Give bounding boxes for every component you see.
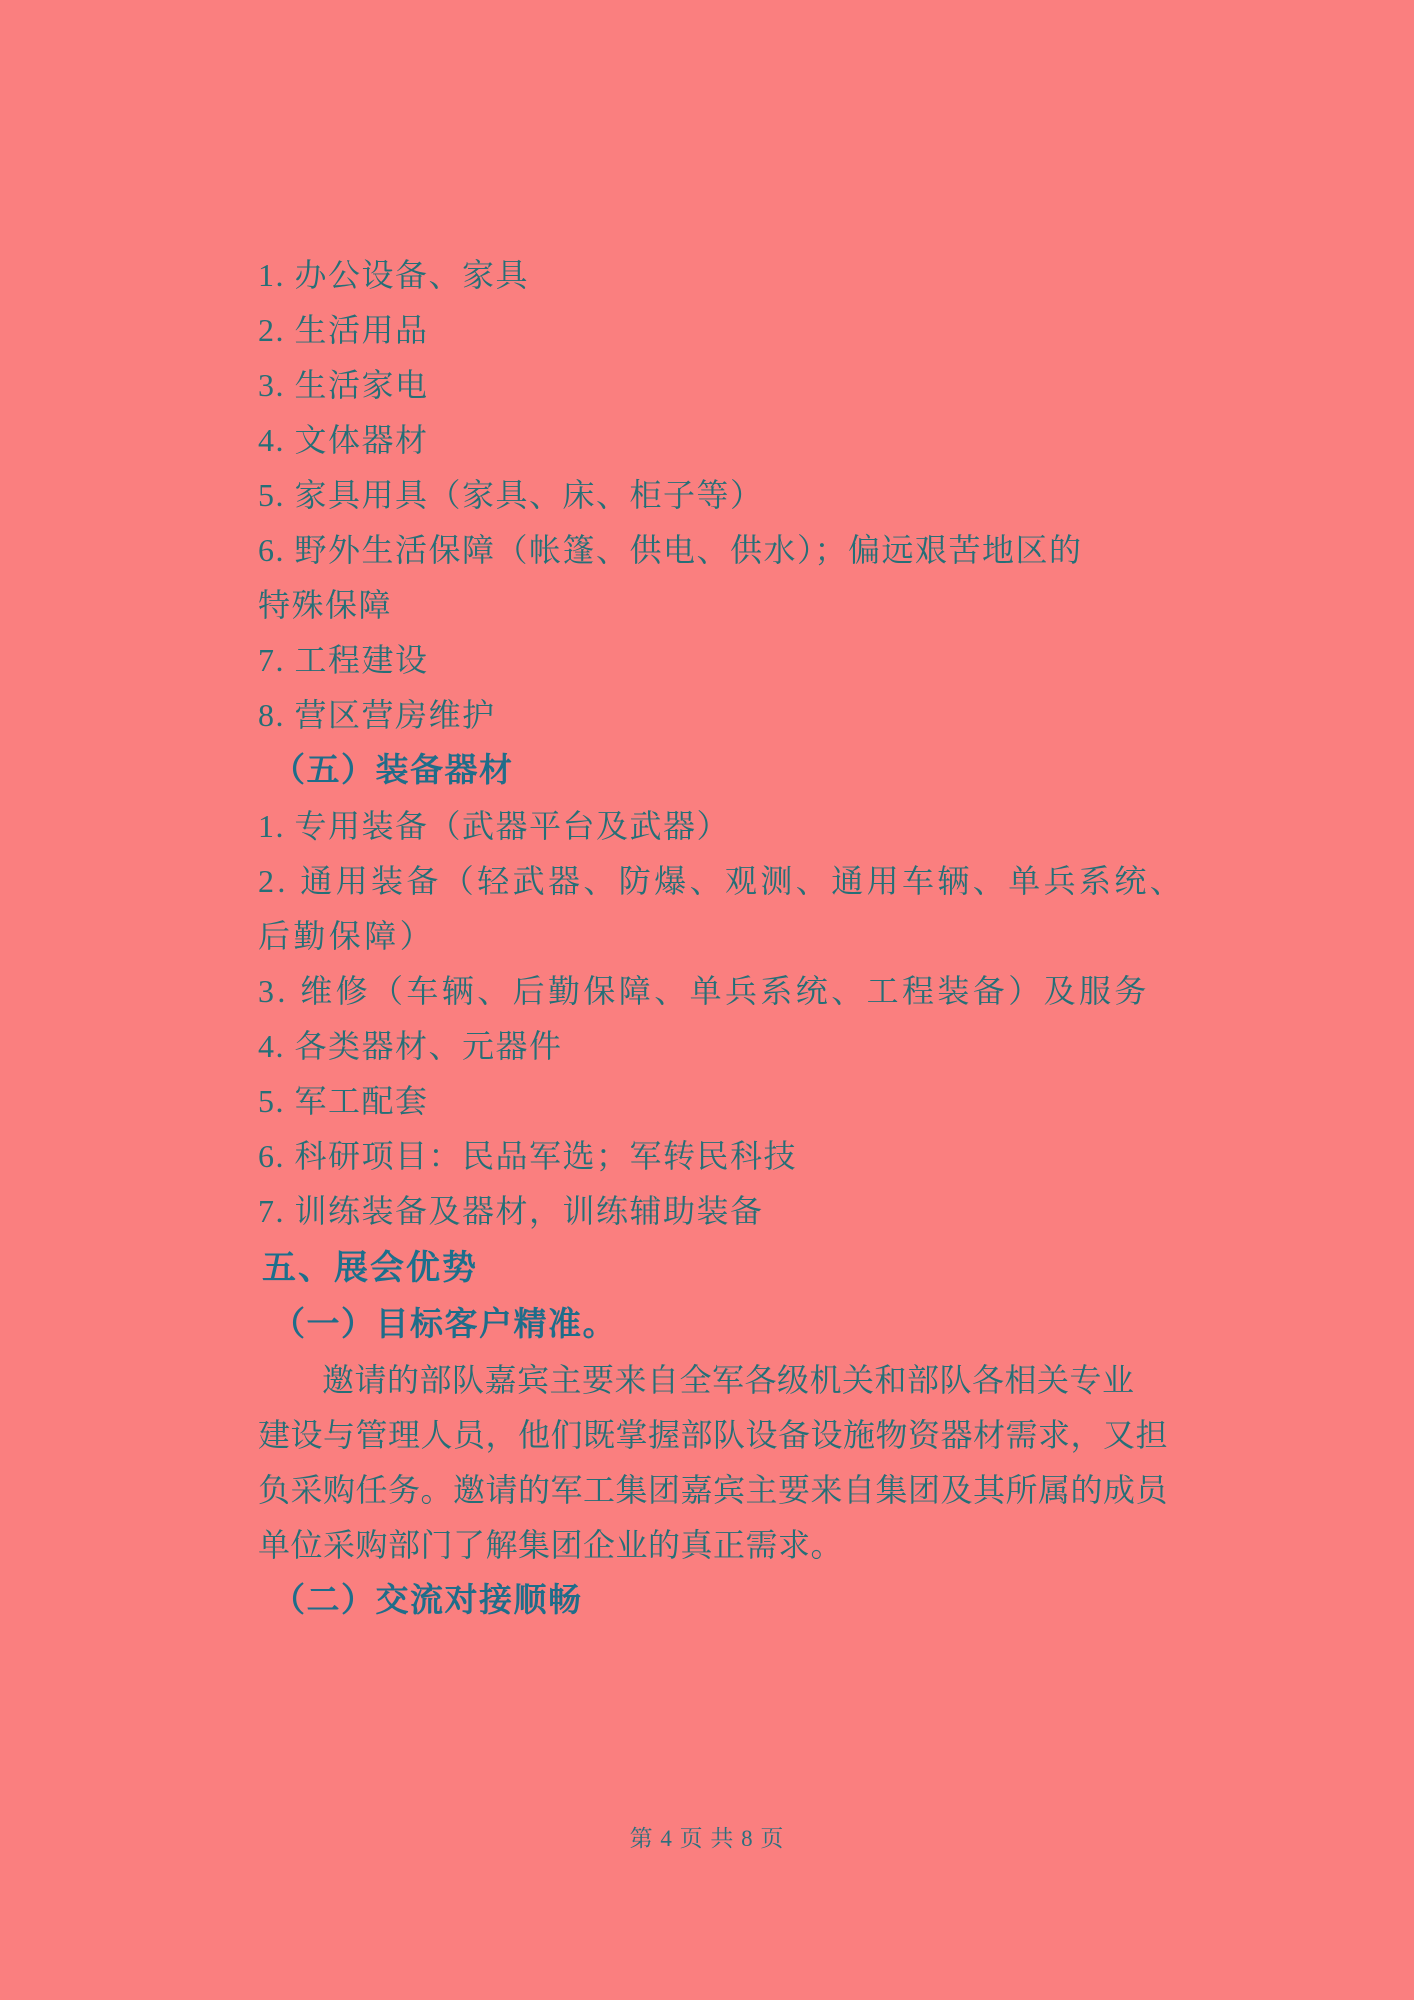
section-heading: 五、展会优势 xyxy=(262,1249,478,1287)
list-item: 4. 文体器材 xyxy=(258,422,429,458)
list-item: 3. 维修（车辆、后勤保障、单兵系统、工程装备）及服务 xyxy=(258,973,1150,1009)
list-item: 5. 家具用具（家具、床、柜子等） xyxy=(258,477,764,513)
paragraph-line: 建设与管理人员，他们既掌握部队设备设施物资器材需求，又担 xyxy=(258,1417,1169,1453)
list-item: 7. 工程建设 xyxy=(258,642,429,678)
paragraph-line: 单位采购部门了解集团企业的真正需求。 xyxy=(258,1527,844,1563)
subsection-heading-one: （一）目标客户精准。 xyxy=(272,1307,617,1343)
document-body xyxy=(258,248,1238,1629)
list-item: 5. 军工配套 xyxy=(258,1083,429,1119)
list-item-continuation: 特殊保障 xyxy=(258,587,393,623)
list-item: 3. 生活家电 xyxy=(258,367,429,403)
list-item: 7. 训练装备及器材，训练辅助装备 xyxy=(258,1193,764,1229)
subsection-heading-equipment: （五）装备器材 xyxy=(272,753,514,789)
paragraph-line: 负采购任务。邀请的军工集团嘉宾主要来自集团及其所属的成员 xyxy=(258,1472,1169,1508)
list-item-line: 2. 通用装备（轻武器、防爆、观测、通用车辆、单兵系统、 xyxy=(258,863,1186,899)
list-item: 8. 营区营房维护 xyxy=(258,697,496,733)
list-item: 6. 科研项目：民品军选；军转民科技 xyxy=(258,1138,798,1174)
list-item: 2. 生活用品 xyxy=(258,312,429,348)
subsection-heading-two: （二）交流对接顺畅 xyxy=(272,1583,583,1619)
list-item: 4. 各类器材、元器件 xyxy=(258,1028,563,1064)
list-item-continuation: 后勤保障） xyxy=(258,918,436,954)
paragraph-line: 邀请的部队嘉宾主要来自全军各级机关和部队各相关专业 xyxy=(322,1362,1135,1398)
list-item-line: 6. 野外生活保障（帐篷、供电、供水）；偏远艰苦地区的 xyxy=(258,532,1083,568)
page-footer: 第 4 页 共 8 页 xyxy=(629,1826,785,1851)
list-item: 1. 办公设备、家具 xyxy=(258,257,530,293)
list-item: 1. 专用装备（武器平台及武器） xyxy=(258,808,731,844)
